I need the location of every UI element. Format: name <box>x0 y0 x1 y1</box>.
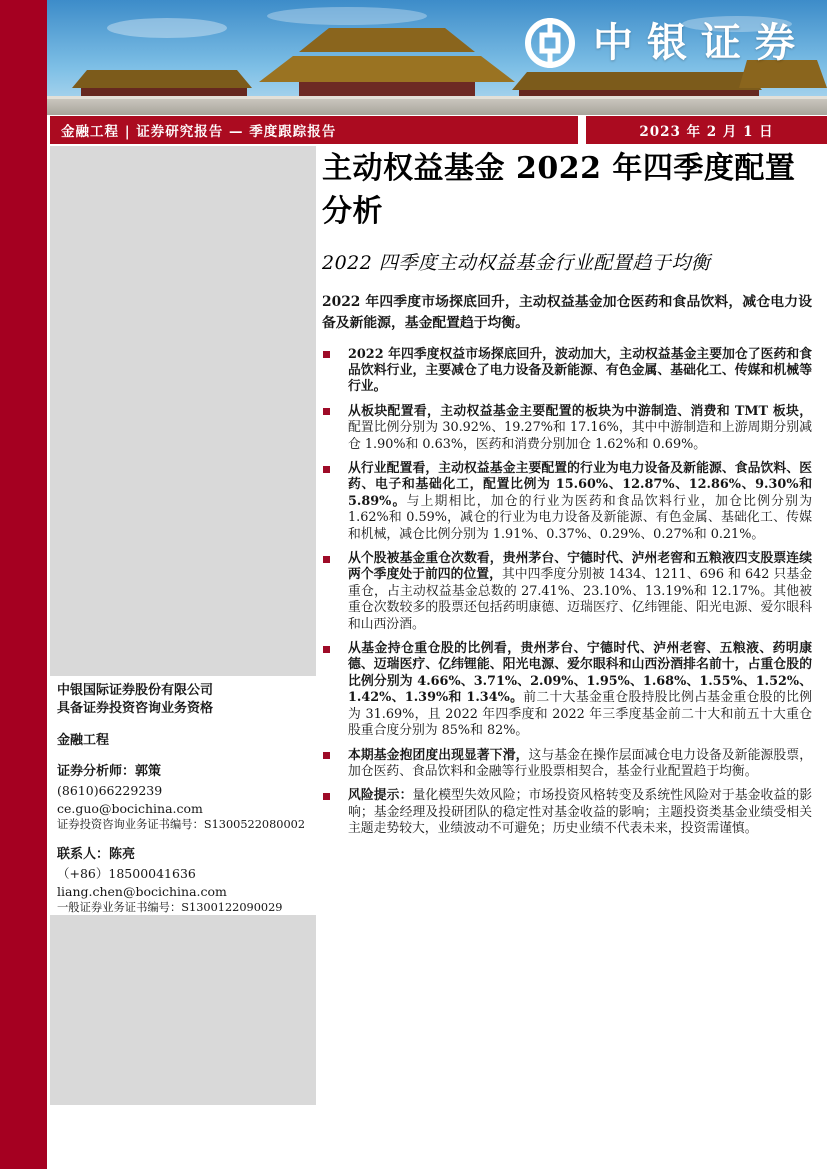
contact-cert: 一般证券业务证书编号：S1300122090029 <box>57 901 283 915</box>
sidebar-placeholder-top <box>50 146 316 676</box>
contact-phone: （+86）18500041636 <box>57 865 196 881</box>
bullet-bold-text: 2022 年四季度权益市场探底回升，波动加大，主动权益基金主要加仓了医药和食品饮料行业，主要减仓了电力设备及新能源、有色金属、基础化工、传媒和机械等行业。 <box>348 346 812 395</box>
report-subtitle: 2022 四季度主动权益基金行业配置趋于均衡 <box>322 252 711 275</box>
analyst-email: ce.guo@bocichina.com <box>57 800 203 816</box>
list-item <box>322 641 812 739</box>
list-item <box>322 788 812 837</box>
page-title: 主动权益基金 2022 年四季度配置分析 <box>322 151 796 229</box>
category-bar-label: 金融工程 | 证券研究报告 — 季度跟踪报告 <box>61 124 337 140</box>
bullet-text: 前二十大基金重仓股持股比例占基金重仓股的比例为 31.69%，且 2022 年四季度和 2022 年三季度基金前二十大和前五十大重仓股重合度分别为 85%和 82%。 <box>348 690 813 739</box>
bullet-square-icon <box>323 646 330 653</box>
boc-logo-icon <box>523 16 577 70</box>
sidebar-info <box>57 682 315 929</box>
bullet-bold-text: 从基金持仓重仓股的比例看，贵州茅台、宁德时代、泸州老窖、五粮液、药明康德、迈瑞医疗、亿纬锂能、阳光电源、爱尔眼科和山西汾酒排名前十，占重仓股的比例分别为 4.66%、3.71%、2.09%、1.95%、1.68%、1.55%、1.52%、1.42%、1.39%和 1.34%。 <box>348 641 812 706</box>
bullet-bold-text: 从行业配置看，主动权益基金主要配置的行业为电力设备及新能源、食品饮料、医药、电子和基础化工，配置比例为 15.60%、12.87%、12.86%、9.30%和 5.89%。 <box>348 461 812 509</box>
report-body <box>322 148 812 846</box>
list-item <box>322 748 812 781</box>
sidebar-placeholder-bottom <box>50 915 316 1105</box>
list-item <box>322 461 812 543</box>
bullet-square-icon <box>323 793 330 800</box>
company-qualification: 具备证券投资咨询业务资格 <box>57 701 214 717</box>
bullet-text: 配置比例分别为 30.92%、19.27%和 17.16%，其中中游制造和上游周期分别减仓 1.90%和 0.63%，医药和消费分别加仓 1.62%和 0.69%。 <box>348 420 812 452</box>
bullet-bold-text: 本期基金抱团度出现显著下滑， <box>348 747 529 763</box>
bullet-text: 这与基金在操作层面减仓电力设备及新能源股票，加仓医药、食品饮料和金融等行业股票相契合，基金行业配置趋于均衡。 <box>348 747 813 779</box>
list-item <box>322 347 812 396</box>
bullet-bold-text: 风险提示： <box>348 788 413 804</box>
report-date <box>586 116 827 144</box>
bullet-text: 与上期相比，加仓的行业为医药和食品饮料行业，加仓比例分别为 1.62%和 0.59%，减仓的行业为电力设备及新能源、有色金属、基础化工、传媒和机械，减仓比例分别为 1.91%、0.37%、0.29%、0.27%和 0.21%。 <box>348 493 813 542</box>
analyst-phone: (8610)66229239 <box>57 782 163 798</box>
analyst-label: 证券分析师：郭策 <box>57 764 162 780</box>
key-points-list <box>322 347 812 838</box>
brand-name: 中银证券 <box>593 19 809 66</box>
bullet-square-icon <box>323 408 330 415</box>
report-summary: 2022 年四季度市场探底回升，主动权益基金加仓医药和食品饮料，减仓电力设备及新能源，基金配置趋于均衡。 <box>322 294 812 331</box>
bullet-bold-text: 从个股被基金重仓次数看，贵州茅台、宁德时代、泸州老窖和五粮液四支股票连续两个季度处于前四的位置， <box>348 551 812 583</box>
bullet-square-icon <box>323 752 330 759</box>
category-bar <box>50 116 578 144</box>
list-item <box>322 404 812 453</box>
list-item <box>322 551 812 633</box>
contact-email: liang.chen@bocichina.com <box>57 883 227 899</box>
company-name: 中银国际证券股份有限公司 <box>57 683 214 698</box>
banner <box>47 0 827 115</box>
left-accent-strip <box>0 0 47 1169</box>
report-date-label: 2023 年 2 月 1 日 <box>639 124 774 140</box>
brand-logo <box>523 16 809 70</box>
bullet-square-icon <box>323 351 330 358</box>
bullet-bold-text: 从板块配置看，主动权益基金主要配置的板块为中游制造、消费和 TMT 板块， <box>348 403 812 419</box>
analyst-cert: 证券投资咨询业务证书编号：S1300522080002 <box>57 818 306 832</box>
department: 金融工程 <box>57 732 110 748</box>
bullet-square-icon <box>323 466 330 473</box>
bullet-square-icon <box>323 556 330 563</box>
bullet-text: 其中四季度分别被 1434、1211、696 和 642 只基金重仓，占主动权益基金总数的 27.41%、23.10%、13.19%和 12.17%。其他被重仓次数较多的股票还包括药明康德、迈瑞医疗、亿纬锂能、阳光电源、爱尔眼科和山西汾酒。 <box>348 567 813 632</box>
contact-label: 联系人：陈亮 <box>57 847 136 863</box>
bullet-text: 量化模型失效风险；市场投资风格转变及系统性风险对于基金收益的影响；基金经理及投研团队的稳定性对基金收益的影响；主题投资类基金业绩受相关主题走势较大，业绩波动不可避免；历史业绩不代表未来，投资需谨慎。 <box>348 788 813 837</box>
